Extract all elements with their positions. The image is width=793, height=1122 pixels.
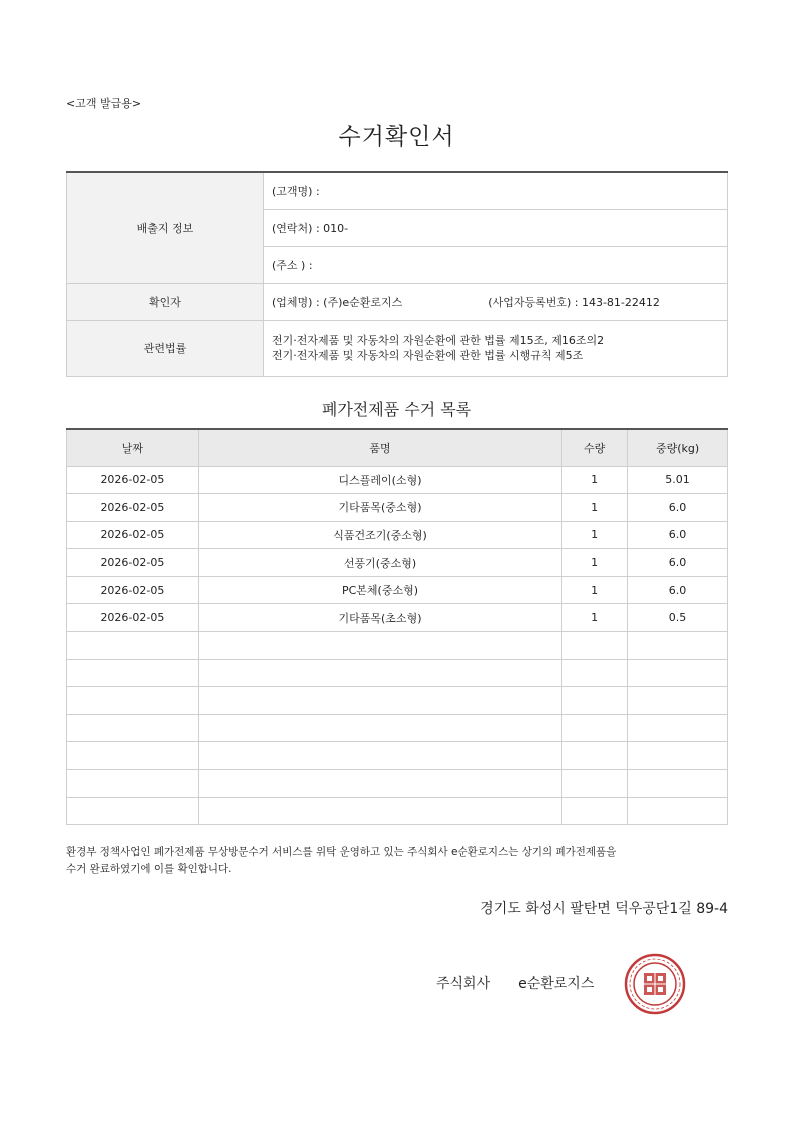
cell-weight: 6.0 xyxy=(628,494,728,522)
confirmation-statement xyxy=(66,844,736,878)
cell-date xyxy=(67,659,199,687)
table-row xyxy=(67,659,728,687)
cell-date: 2026-02-05 xyxy=(67,604,199,632)
cell-item xyxy=(198,742,561,770)
cell-date: 2026-02-05 xyxy=(67,494,199,522)
cell-qty xyxy=(562,687,628,715)
cell-item xyxy=(198,714,561,742)
cell-qty: 1 xyxy=(562,521,628,549)
statement-line-1: 환경부 정책사업인 폐가전제품 무상방문수거 서비스를 위탁 운영하고 있는 주식회사 e순환로지스는 상기의 폐가전제품을 xyxy=(66,846,617,858)
company-ename: e순환로지스 xyxy=(518,976,595,992)
list-title: 폐가전제품 수거 목록 xyxy=(321,400,472,419)
business-number: (사업자등록번호) : 143-81-22412 xyxy=(488,295,660,309)
company-type: 주식회사 xyxy=(436,976,491,992)
related-law-label: 관련법률 xyxy=(67,320,264,376)
company-signature xyxy=(436,973,594,993)
cell-item: 기타품목(초소형) xyxy=(198,604,561,632)
table-row xyxy=(67,494,728,522)
column-header-qty: 수량 xyxy=(562,429,628,466)
cell-date xyxy=(67,714,199,742)
cell-item: 선풍기(중소형) xyxy=(198,549,561,577)
cell-item xyxy=(198,659,561,687)
verifier-field xyxy=(264,283,728,320)
cell-date: 2026-02-05 xyxy=(67,549,199,577)
cell-weight: 6.0 xyxy=(628,576,728,604)
cell-qty: 1 xyxy=(562,549,628,577)
table-row xyxy=(67,576,728,604)
table-row xyxy=(67,604,728,632)
cell-qty xyxy=(562,797,628,825)
cell-qty: 1 xyxy=(562,466,628,494)
cell-weight: 6.0 xyxy=(628,521,728,549)
cell-item: PC본체(중소형) xyxy=(198,576,561,604)
cell-date xyxy=(67,632,199,660)
cell-qty: 1 xyxy=(562,494,628,522)
cell-weight: 6.0 xyxy=(628,549,728,577)
cell-weight xyxy=(628,770,728,798)
company-seal-icon xyxy=(624,953,686,1015)
cell-qty xyxy=(562,742,628,770)
table-row xyxy=(67,549,728,577)
cell-item: 식품건조기(중소형) xyxy=(198,521,561,549)
info-table xyxy=(66,171,728,377)
table-row xyxy=(67,466,728,494)
cell-date xyxy=(67,742,199,770)
company-address: 경기도 화성시 팔탄면 덕우공단1길 89-4 xyxy=(480,901,728,917)
cell-item xyxy=(198,770,561,798)
cell-weight xyxy=(628,797,728,825)
cell-qty: 1 xyxy=(562,604,628,632)
table-row xyxy=(67,770,728,798)
cell-date xyxy=(67,770,199,798)
collection-list-table xyxy=(66,428,728,825)
copy-label: <고객 발급용> xyxy=(66,97,142,110)
cell-weight xyxy=(628,659,728,687)
column-header-weight: 중량(kg) xyxy=(628,429,728,466)
customer-name-field: (고객명) : xyxy=(264,172,728,209)
cell-qty xyxy=(562,714,628,742)
law-line-1: 전기·전자제품 및 자동차의 자원순환에 관한 법률 제15조, 제16조의2 xyxy=(272,334,605,347)
table-row xyxy=(67,632,728,660)
column-header-item: 품명 xyxy=(198,429,561,466)
cell-item xyxy=(198,797,561,825)
cell-date: 2026-02-05 xyxy=(67,466,199,494)
emitter-info-label: 배출지 정보 xyxy=(67,172,264,283)
cell-weight xyxy=(628,714,728,742)
cell-qty: 1 xyxy=(562,576,628,604)
table-row xyxy=(67,521,728,549)
table-row xyxy=(67,714,728,742)
cell-qty xyxy=(562,632,628,660)
law-line-2: 전기·전자제품 및 자동차의 자원순환에 관한 법률 시행규칙 제5조 xyxy=(272,349,584,362)
address-field: (주소 ) : xyxy=(264,246,728,283)
related-law-field xyxy=(264,320,728,376)
column-header-date: 날짜 xyxy=(67,429,199,466)
cell-qty xyxy=(562,770,628,798)
cell-weight xyxy=(628,742,728,770)
verifier-label: 확인자 xyxy=(67,283,264,320)
document-title: 수거확인서 xyxy=(338,124,455,150)
contact-field: (연락처) : 010- xyxy=(264,209,728,246)
table-row xyxy=(67,797,728,825)
cell-date: 2026-02-05 xyxy=(67,521,199,549)
cell-date xyxy=(67,797,199,825)
statement-line-2: 수거 완료하였기에 이를 확인합니다. xyxy=(66,863,232,875)
cell-date xyxy=(67,687,199,715)
cell-weight xyxy=(628,687,728,715)
cell-weight: 0.5 xyxy=(628,604,728,632)
cell-weight: 5.01 xyxy=(628,466,728,494)
cell-item: 기타품목(중소형) xyxy=(198,494,561,522)
cell-date: 2026-02-05 xyxy=(67,576,199,604)
cell-qty xyxy=(562,659,628,687)
cell-item xyxy=(198,687,561,715)
cell-weight xyxy=(628,632,728,660)
cell-item xyxy=(198,632,561,660)
table-row xyxy=(67,742,728,770)
company-name: (업체명) : (주)e순환로지스 xyxy=(272,295,403,309)
cell-item: 디스플레이(소형) xyxy=(198,466,561,494)
table-row xyxy=(67,687,728,715)
